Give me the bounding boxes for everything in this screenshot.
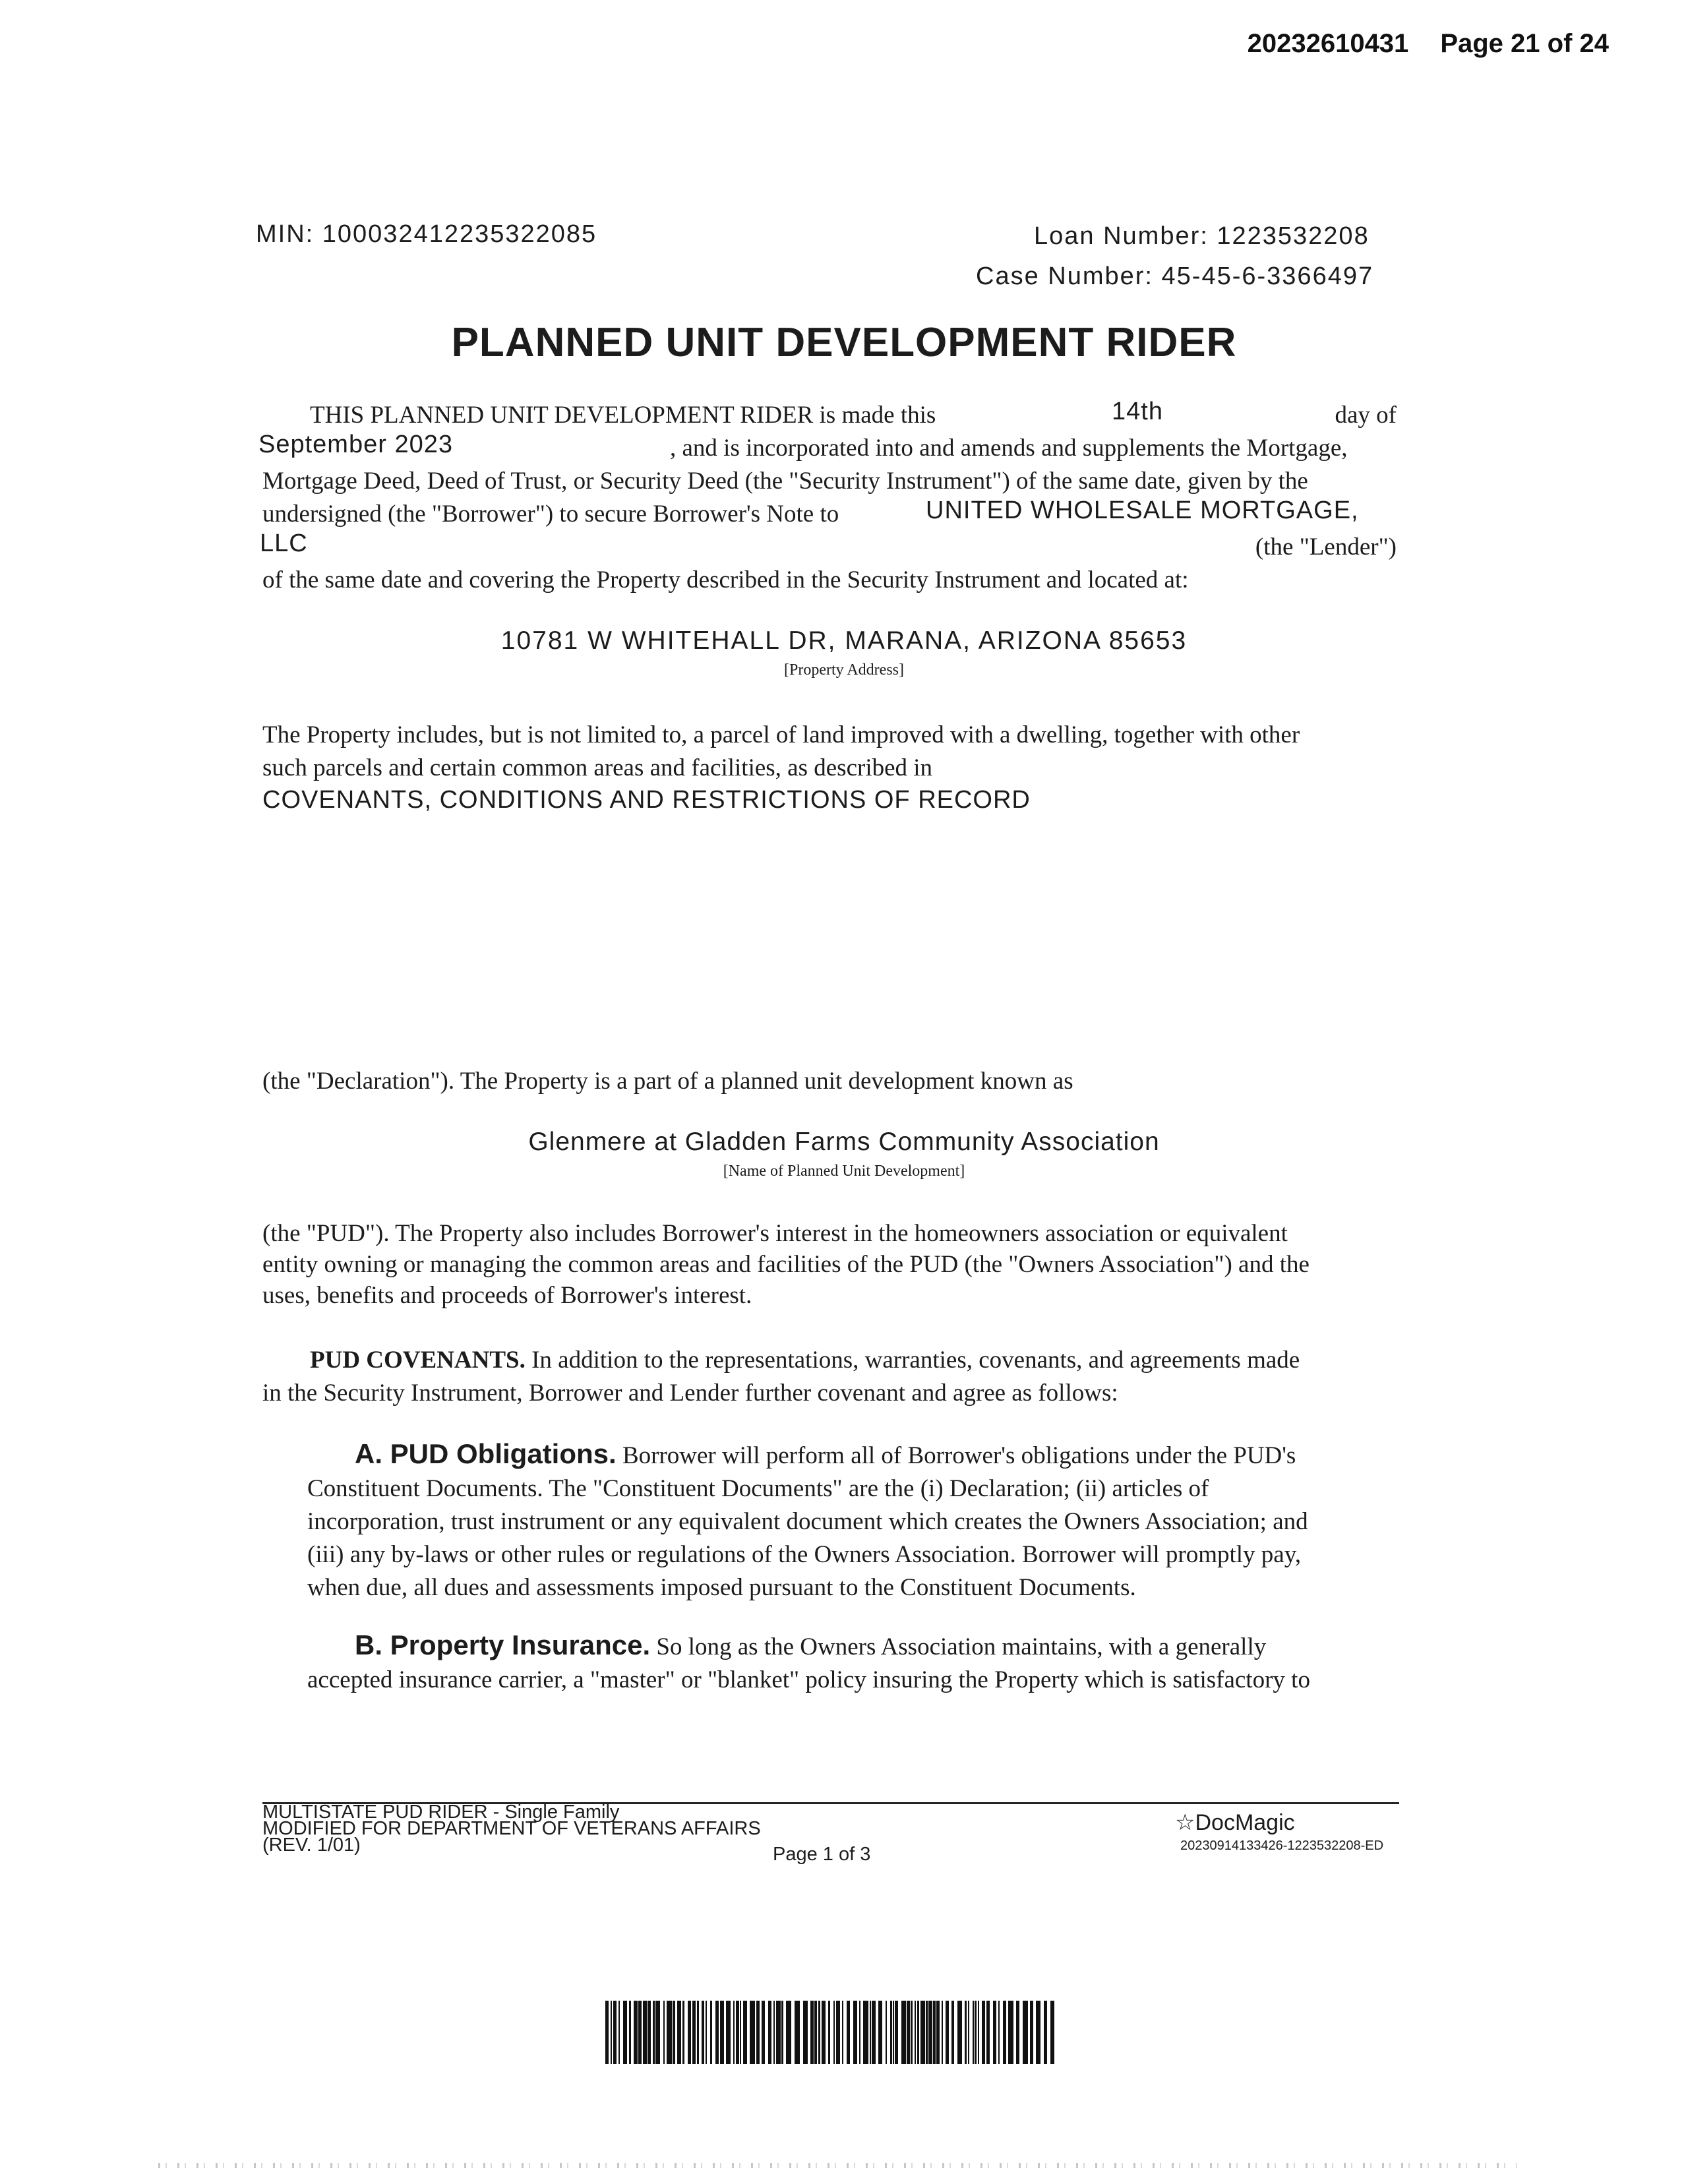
property-text: The Property includes, but is not limited to, a parcel of land improved with a dwelling, together with other xyxy=(262,721,1300,748)
intro-text: , and is incorporated into and amends and supplements the Mortgage, xyxy=(670,435,1348,462)
barcode-bar xyxy=(756,2001,760,2064)
barcode-bar xyxy=(1003,2001,1007,2064)
pud-paragraph xyxy=(262,1217,1397,1312)
barcode-bar xyxy=(629,2001,631,2064)
barcode-bar xyxy=(743,2001,747,2064)
intro-text: day of xyxy=(1335,402,1397,429)
pud-text: entity owning or managing the common areas and facilities of the PUD (the "Owners Association") and the xyxy=(262,1251,1310,1278)
barcode-bar xyxy=(836,2001,840,2064)
barcode-bar xyxy=(726,2001,731,2064)
barcode-bar xyxy=(920,2001,925,2064)
barcode-bar xyxy=(933,2001,936,2064)
pud-covenants xyxy=(262,1344,1397,1410)
barcode-bar xyxy=(667,2001,672,2064)
document-number: 20232610431 xyxy=(1247,29,1409,58)
barcode-bar xyxy=(706,2001,707,2064)
barcode-bar xyxy=(720,2001,724,2064)
barcode-bar xyxy=(859,2001,860,2064)
barcode-bar xyxy=(828,2001,830,2064)
barcode-bar xyxy=(810,2001,814,2064)
pud-name: Glenmere at Gladden Farms Community Association xyxy=(528,1128,1160,1156)
min-number: MIN: 100032412235322085 xyxy=(256,220,597,248)
barcode-bar xyxy=(623,2001,627,2064)
lender-name: UNITED WHOLESALE MORTGAGE, xyxy=(926,497,1359,524)
declaration-reference: COVENANTS, CONDITIONS AND RESTRICTIONS OF RECORD xyxy=(262,786,1031,814)
barcode-bar xyxy=(965,2001,967,2064)
barcode-bar xyxy=(715,2001,719,2064)
barcode-bar xyxy=(702,2001,704,2064)
intro-text: (the "Lender") xyxy=(1255,533,1397,561)
barcode-bar xyxy=(863,2001,868,2064)
barcode-bar xyxy=(611,2001,612,2064)
rider-month-year: September 2023 xyxy=(258,431,453,458)
barcode-bar xyxy=(653,2001,655,2064)
recording-page-number: Page 21 of 24 xyxy=(1440,29,1609,58)
barcode-bar xyxy=(853,2001,857,2064)
pud-text: uses, benefits and proceeds of Borrower's interest. xyxy=(262,1282,752,1309)
barcode-bar xyxy=(993,2001,996,2064)
docmagic-brand: DocMagic xyxy=(1195,1810,1295,1835)
barcode-bar xyxy=(773,2001,775,2064)
barcode-bar xyxy=(814,2001,817,2064)
barcode-bar xyxy=(911,2001,913,2064)
barcode-bar xyxy=(677,2001,681,2064)
barcode-bar xyxy=(982,2001,985,2064)
pud-name-label: [Name of Planned Unit Development] xyxy=(723,1163,965,1180)
barcode-bar xyxy=(786,2001,791,2064)
section-a-text: when due, all dues and assessments imposed pursuant to the Constituent Documents. xyxy=(307,1574,1136,1601)
barcode-bar xyxy=(1008,2001,1013,2064)
barcode-bar xyxy=(998,2001,1000,2064)
barcode-bar xyxy=(762,2001,765,2064)
barcode-bar xyxy=(1044,2001,1047,2064)
property-address-label: [Property Address] xyxy=(784,661,904,679)
barcode-bar xyxy=(822,2001,826,2064)
document-barcode xyxy=(605,2001,1058,2064)
barcode-bar xyxy=(663,2001,665,2064)
barcode-bar xyxy=(736,2001,739,2064)
section-b-text: accepted insurance carrier, a "master" or "blanket" policy insuring the Property which is satisfactory to xyxy=(307,1666,1310,1693)
barcode-bar xyxy=(1016,2001,1019,2064)
barcode-bar xyxy=(973,2001,974,2064)
docmagic-logo xyxy=(1175,1809,1295,1836)
barcode-bar xyxy=(710,2001,712,2064)
barcode-bar xyxy=(926,2001,928,2064)
intro-text: undersigned (the "Borrower") to secure Borrower's Note to xyxy=(262,501,839,528)
section-a-text: incorporation, trust instrument or any equivalent document which creates the Owners Association; and xyxy=(307,1508,1308,1535)
declaration-line: (the "Declaration"). The Property is a part of a planned unit development known as xyxy=(262,1068,1073,1095)
barcode-bar xyxy=(907,2001,910,2064)
barcode-bar xyxy=(917,2001,919,2064)
case-number: Case Number: 45-45-6-3366497 xyxy=(976,262,1374,290)
barcode-bar xyxy=(750,2001,755,2064)
barcode-bar xyxy=(1023,2001,1028,2064)
form-revision: (REV. 1/01) xyxy=(262,1835,361,1856)
barcode-bar xyxy=(978,2001,979,2064)
form-name: MODIFIED FOR DEPARTMENT OF VETERANS AFFAIRS xyxy=(262,1818,761,1839)
barcode-bar xyxy=(768,2001,771,2064)
form-page-number: Page 1 of 3 xyxy=(773,1844,871,1865)
barcode-bar xyxy=(1036,2001,1040,2064)
barcode-bar xyxy=(890,2001,892,2064)
covenants-text: In addition to the representations, warranties, covenants, and agreements made xyxy=(525,1347,1300,1374)
barcode-bar xyxy=(733,2001,735,2064)
barcode-bar xyxy=(872,2001,876,2064)
barcode-bar xyxy=(968,2001,969,2064)
form-identifier xyxy=(262,1804,761,1854)
barcode-bar xyxy=(643,2001,647,2064)
property-address: 10781 W WHITEHALL DR, MARANA, ARIZONA 85653 xyxy=(500,626,1188,655)
barcode-bar xyxy=(618,2001,620,2064)
barcode-bar xyxy=(986,2001,990,2064)
barcode-bar xyxy=(605,2001,609,2064)
barcode-bar xyxy=(893,2001,894,2064)
barcode-bar xyxy=(870,2001,871,2064)
section-a-text: (iii) any by-laws or other rules or regulations of the Owners Association. Borrower will promptly pay, xyxy=(307,1541,1302,1568)
property-text: such parcels and certain common areas and facilities, as described in xyxy=(262,754,933,781)
covenants-heading: PUD COVENANTS. xyxy=(310,1347,526,1374)
barcode-bar xyxy=(886,2001,888,2064)
barcode-bar xyxy=(613,2001,617,2064)
form-name: MULTISTATE PUD RIDER - Single Family xyxy=(262,1802,620,1823)
barcode-bar xyxy=(1030,2001,1033,2064)
intro-text: THIS PLANNED UNIT DEVELOPMENT RIDER is made this xyxy=(310,402,936,429)
barcode-bar xyxy=(803,2001,808,2064)
barcode-bar xyxy=(942,2001,943,2064)
section-a-text: Borrower will perform all of Borrower's obligations under the PUD's xyxy=(616,1442,1296,1469)
barcode-bar xyxy=(901,2001,906,2064)
barcode-bar xyxy=(928,2001,932,2064)
barcode-bar xyxy=(833,2001,835,2064)
rider-day: 14th xyxy=(1112,398,1163,425)
document-title: PLANNED UNIT DEVELOPMENT RIDER xyxy=(451,320,1237,365)
barcode-bar xyxy=(740,2001,741,2064)
barcode-bar xyxy=(1050,2001,1054,2064)
barcode-bar xyxy=(655,2001,661,2064)
property-paragraph xyxy=(262,719,1397,816)
barcode-bar xyxy=(634,2001,638,2064)
barcode-bar xyxy=(842,2001,843,2064)
barcode-bar xyxy=(946,2001,949,2064)
barcode-bar xyxy=(878,2001,882,2064)
barcode-bar xyxy=(975,2001,977,2064)
barcode-bar xyxy=(648,2001,651,2064)
barcode-bar xyxy=(682,2001,684,2064)
barcode-bar xyxy=(936,2001,940,2064)
intro-text: of the same date and covering the Property described in the Security Instrument and located at: xyxy=(262,566,1189,593)
barcode-bar xyxy=(673,2001,675,2064)
barcode-bar xyxy=(818,2001,820,2064)
barcode-bar xyxy=(781,2001,783,2064)
section-b-text: So long as the Owners Association maintains, with a generally xyxy=(650,1633,1267,1660)
covenants-text: in the Security Instrument, Borrower and Lender further covenant and agree as follows: xyxy=(262,1380,1118,1407)
docmagic-code: 20230914133426-1223532208-ED xyxy=(1180,1838,1384,1853)
barcode-bar xyxy=(957,2001,962,2064)
recording-header xyxy=(1216,29,1609,59)
barcode-bar xyxy=(688,2001,691,2064)
barcode-bar xyxy=(692,2001,696,2064)
lender-name: LLC xyxy=(260,530,308,557)
barcode-bar xyxy=(776,2001,781,2064)
barcode-bar xyxy=(895,2001,898,2064)
section-a-heading: A. PUD Obligations. xyxy=(355,1438,617,1469)
barcode-bar xyxy=(795,2001,800,2064)
section-a xyxy=(307,1438,1398,1604)
barcode-bar xyxy=(915,2001,916,2064)
barcode-bar xyxy=(638,2001,642,2064)
section-b-heading: B. Property Insurance. xyxy=(355,1629,651,1660)
section-a-text: Constituent Documents. The "Constituent Documents" are the (i) Declaration; (ii) articles of xyxy=(307,1475,1209,1502)
barcode-bar xyxy=(847,2001,850,2064)
intro-text: Mortgage Deed, Deed of Trust, or Security Deed (the "Security Instrument") of the same date, given by the xyxy=(262,468,1308,495)
star-icon: ☆ xyxy=(1175,1810,1195,1835)
barcode-bar xyxy=(951,2001,954,2064)
loan-number: Loan Number: 1223532208 xyxy=(1034,222,1370,250)
scan-artifact xyxy=(158,2163,1517,2168)
pud-text: (the "PUD"). The Property also includes Borrower's interest in the homeowners association or equivalent xyxy=(262,1220,1288,1247)
barcode-bar xyxy=(697,2001,699,2064)
section-b xyxy=(307,1629,1398,1697)
intro-paragraph xyxy=(258,398,1397,597)
